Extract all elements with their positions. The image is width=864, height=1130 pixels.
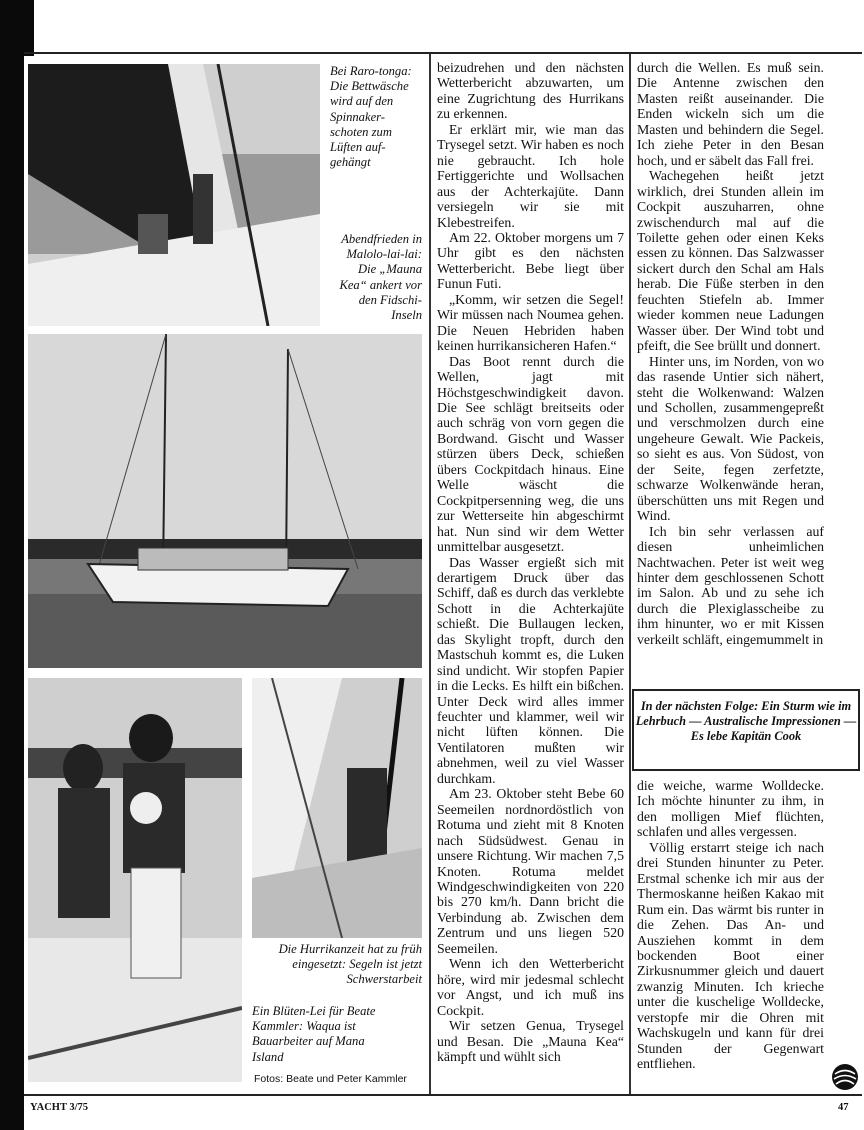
magazine-logo-icon	[830, 1062, 860, 1092]
photo-credit: Fotos: Beate und Peter Kammler	[254, 1073, 407, 1085]
paragraph: Am 23. Oktober steht Bebe 60 Seemeilen nordnordöstlich von Rotuma und zieht mit 8 Knoten nach Südsüdwest. Genau in unsere Richtung. Wir machen 7,5 Knoten. Rotuma meldet Windgeschwindigkeiten von 220 bis 270 km/h. Dann bricht die Verbindung ab. Zwischen dem Zentrum und uns liegen 520 Seemeilen.	[437, 786, 624, 956]
article-column-3	[637, 778, 824, 1072]
caption-malololailai	[328, 232, 422, 323]
paragraph: durch die Wellen. Es muß sein. Die Antenne zwischen den Masten reißt auseinander. Die Enden wickeln sich um die Masten und behindern die Segel. Ich ziehe Peter in den Besan hoch, und er säbelt das Fall frei.	[637, 60, 824, 168]
paragraph: die weiche, warme Wolldecke. Ich möchte hinunter zu ihm, in den molligen Mief flüchten, schlafen und alles vergessen.	[637, 778, 824, 840]
paragraph: Am 22. Oktober morgens um 7 Uhr gibt es den nächsten Wetterbericht. Bebe liegt über Funun Futi.	[437, 229, 624, 292]
caption-hurrikanzeit	[252, 942, 422, 988]
column-divider-1	[429, 54, 431, 1094]
scan-corner	[0, 0, 34, 56]
paragraph: Wenn ich den Wetterbericht höre, wird mir jedesmal schlecht vor Angst, und ich muß ins Cockpit.	[437, 956, 624, 1018]
paragraph: „Komm, wir setzen die Segel! Wir müssen nach Noumea gehen. Die Neuen Hebriden haben keinen hurrikansicheren Hafen.“	[437, 291, 624, 354]
caption-hurrikanzeit-text: Die Hurrikanzeit hat zu früh eingesetzt: Segeln ist jetzt Schwerstarbeit	[278, 942, 422, 987]
paragraph: Wachegehen heißt jetzt wirklich, drei Stunden allein im Cockpit auszuharren, ohne zwischendurch mal auf die Toilette gehen oder einen Keks essen zu können. Das Salzwasser sickert durch den Schal am Hals herab. Die Füße sterben in den feuchten Stiefeln ab. Immer wieder kommen neue Ladungen Wasser über. Der Wind tobt und pfeift, die See brüllt und donnert.	[637, 168, 824, 354]
photo-rarotonga-sails	[28, 64, 320, 326]
caption-rarotonga-text: Bei Raro-tonga: Die Bettwäsche wird auf den Spinnaker-schoten zum Lüften auf-gehängt	[330, 64, 412, 170]
page-number: 47	[838, 1102, 849, 1113]
photo-ketch-at-anchor	[28, 334, 422, 668]
paragraph: Das Boot rennt durch die Wellen, jagt mit Höchstgeschwindigkeit davon. Die See schlägt breitseits oder auch schräg von vorn gegen die Bordwand. Gischt und Wasser stürzen übers Deck, schießen übers Cockpitdach hinaus. Eine Welle wäscht die Cockpitpersenning weg, die uns zur Wetterseite hin abgeschirmt hat. Nun sind wir dem Wetter unmittelbar ausgesetzt.	[437, 353, 624, 555]
scan-edge	[0, 0, 24, 1130]
next-episode-teaser: In der nächsten Folge: Ein Sturm wie im Lehrbuch — Australische Impressionen — Es lebe Kapitän Cook	[632, 689, 860, 771]
photo-blueten-lei	[28, 678, 242, 1082]
photo-hurrikanzeit	[252, 678, 422, 938]
paragraph: Das Wasser ergießt sich mit derartigem Druck über das Schiff, daß es durch das verklebte Schott in die Achterkajüte schießt. Die Bullaugen lecken, das Skylight tropft, durch den Mastschuh kommt es, die Luken sind undicht. Wir stopfen Papier in die Lecks. Es hilft ein bißchen. Unter Deck wird alles immer feuchter und klammer, weil wir nicht lüften können. Die Ventilatoren mußten wir abnehmen, weil zu viel Wasser durchkam.	[437, 554, 624, 786]
paragraph: Völlig erstarrt steige ich nach drei Stunden hinunter zu Peter. Erstmal schenke ich mir aus der Thermoskanne heißen Kakao mit Rum ein. Das wärmt bis runter in die Zehen. Das An- und Ausziehen kommt in dem bockenden Boot einer Zirkusnummer gleich und dauert zwanzig Minuten. Ich krieche unter die kuschelige Wolldecke, verstopfe mir die Ohren mit Wachskugeln und kann für drei Stunden der Gegenwart entfliehen.	[637, 839, 824, 1072]
article-column-1	[437, 60, 624, 1064]
paragraph: Ich bin sehr verlassen auf diesen unheimlichen Nachtwachen. Peter ist weit weg hinter dem geschlossenen Schott im Salon. Ab und zu sehe ich durch die Plexiglasscheibe zu ihm hinunter, wo er mit Kissen verkeilt schläft, eingemummelt in	[637, 523, 824, 647]
caption-lei	[252, 1004, 390, 1065]
caption-malololailai-text: Abendfrieden in Malolo-lai-lai: Die „Mauna Kea“ ankert vor den Fidschi-Inseln	[339, 232, 422, 323]
bottom-rule	[24, 1094, 862, 1096]
article-column-2	[637, 60, 824, 647]
paragraph: Er erklärt mir, wie man das Trysegel setzt. Wir haben es noch nie gebraucht. Ich hole Fertiggerichte und Wollsachen aus der Achterkajüte. Dann versiegeln wir sie mit Klebestreifen.	[437, 121, 624, 230]
caption-lei-text: Ein Blüten-Lei für Beate Kammler: Waqua ist Bauarbeiter auf Mana Island	[252, 1004, 376, 1064]
paragraph: Wir setzen Genua, Trysegel und Besan. Die „Mauna Kea“ kämpft und wühlt sich	[437, 1018, 624, 1064]
paragraph: beizudrehen und den nächsten Wetterbericht abzuwarten, um eine Zugrichtung des Hurrikans zu erkennen.	[437, 60, 624, 122]
paragraph: Hinter uns, im Norden, von wo das rasende Untier sich nähert, steht die Wolkenwand: Walzen und Schollen, zusammengepreßt und verschmolzen durch eine ungeheure Gewalt. Wie Packeis, so sieht es aus. Von Südost, von der Seite, fegen zerfetzte, schwarze Wolkenwände heran, überschütten uns mit Regen und Wind.	[637, 353, 824, 524]
column-divider-2	[629, 54, 631, 1094]
top-rule	[24, 52, 862, 54]
footer-issue: YACHT 3/75	[30, 1102, 89, 1113]
caption-rarotonga	[330, 64, 422, 170]
